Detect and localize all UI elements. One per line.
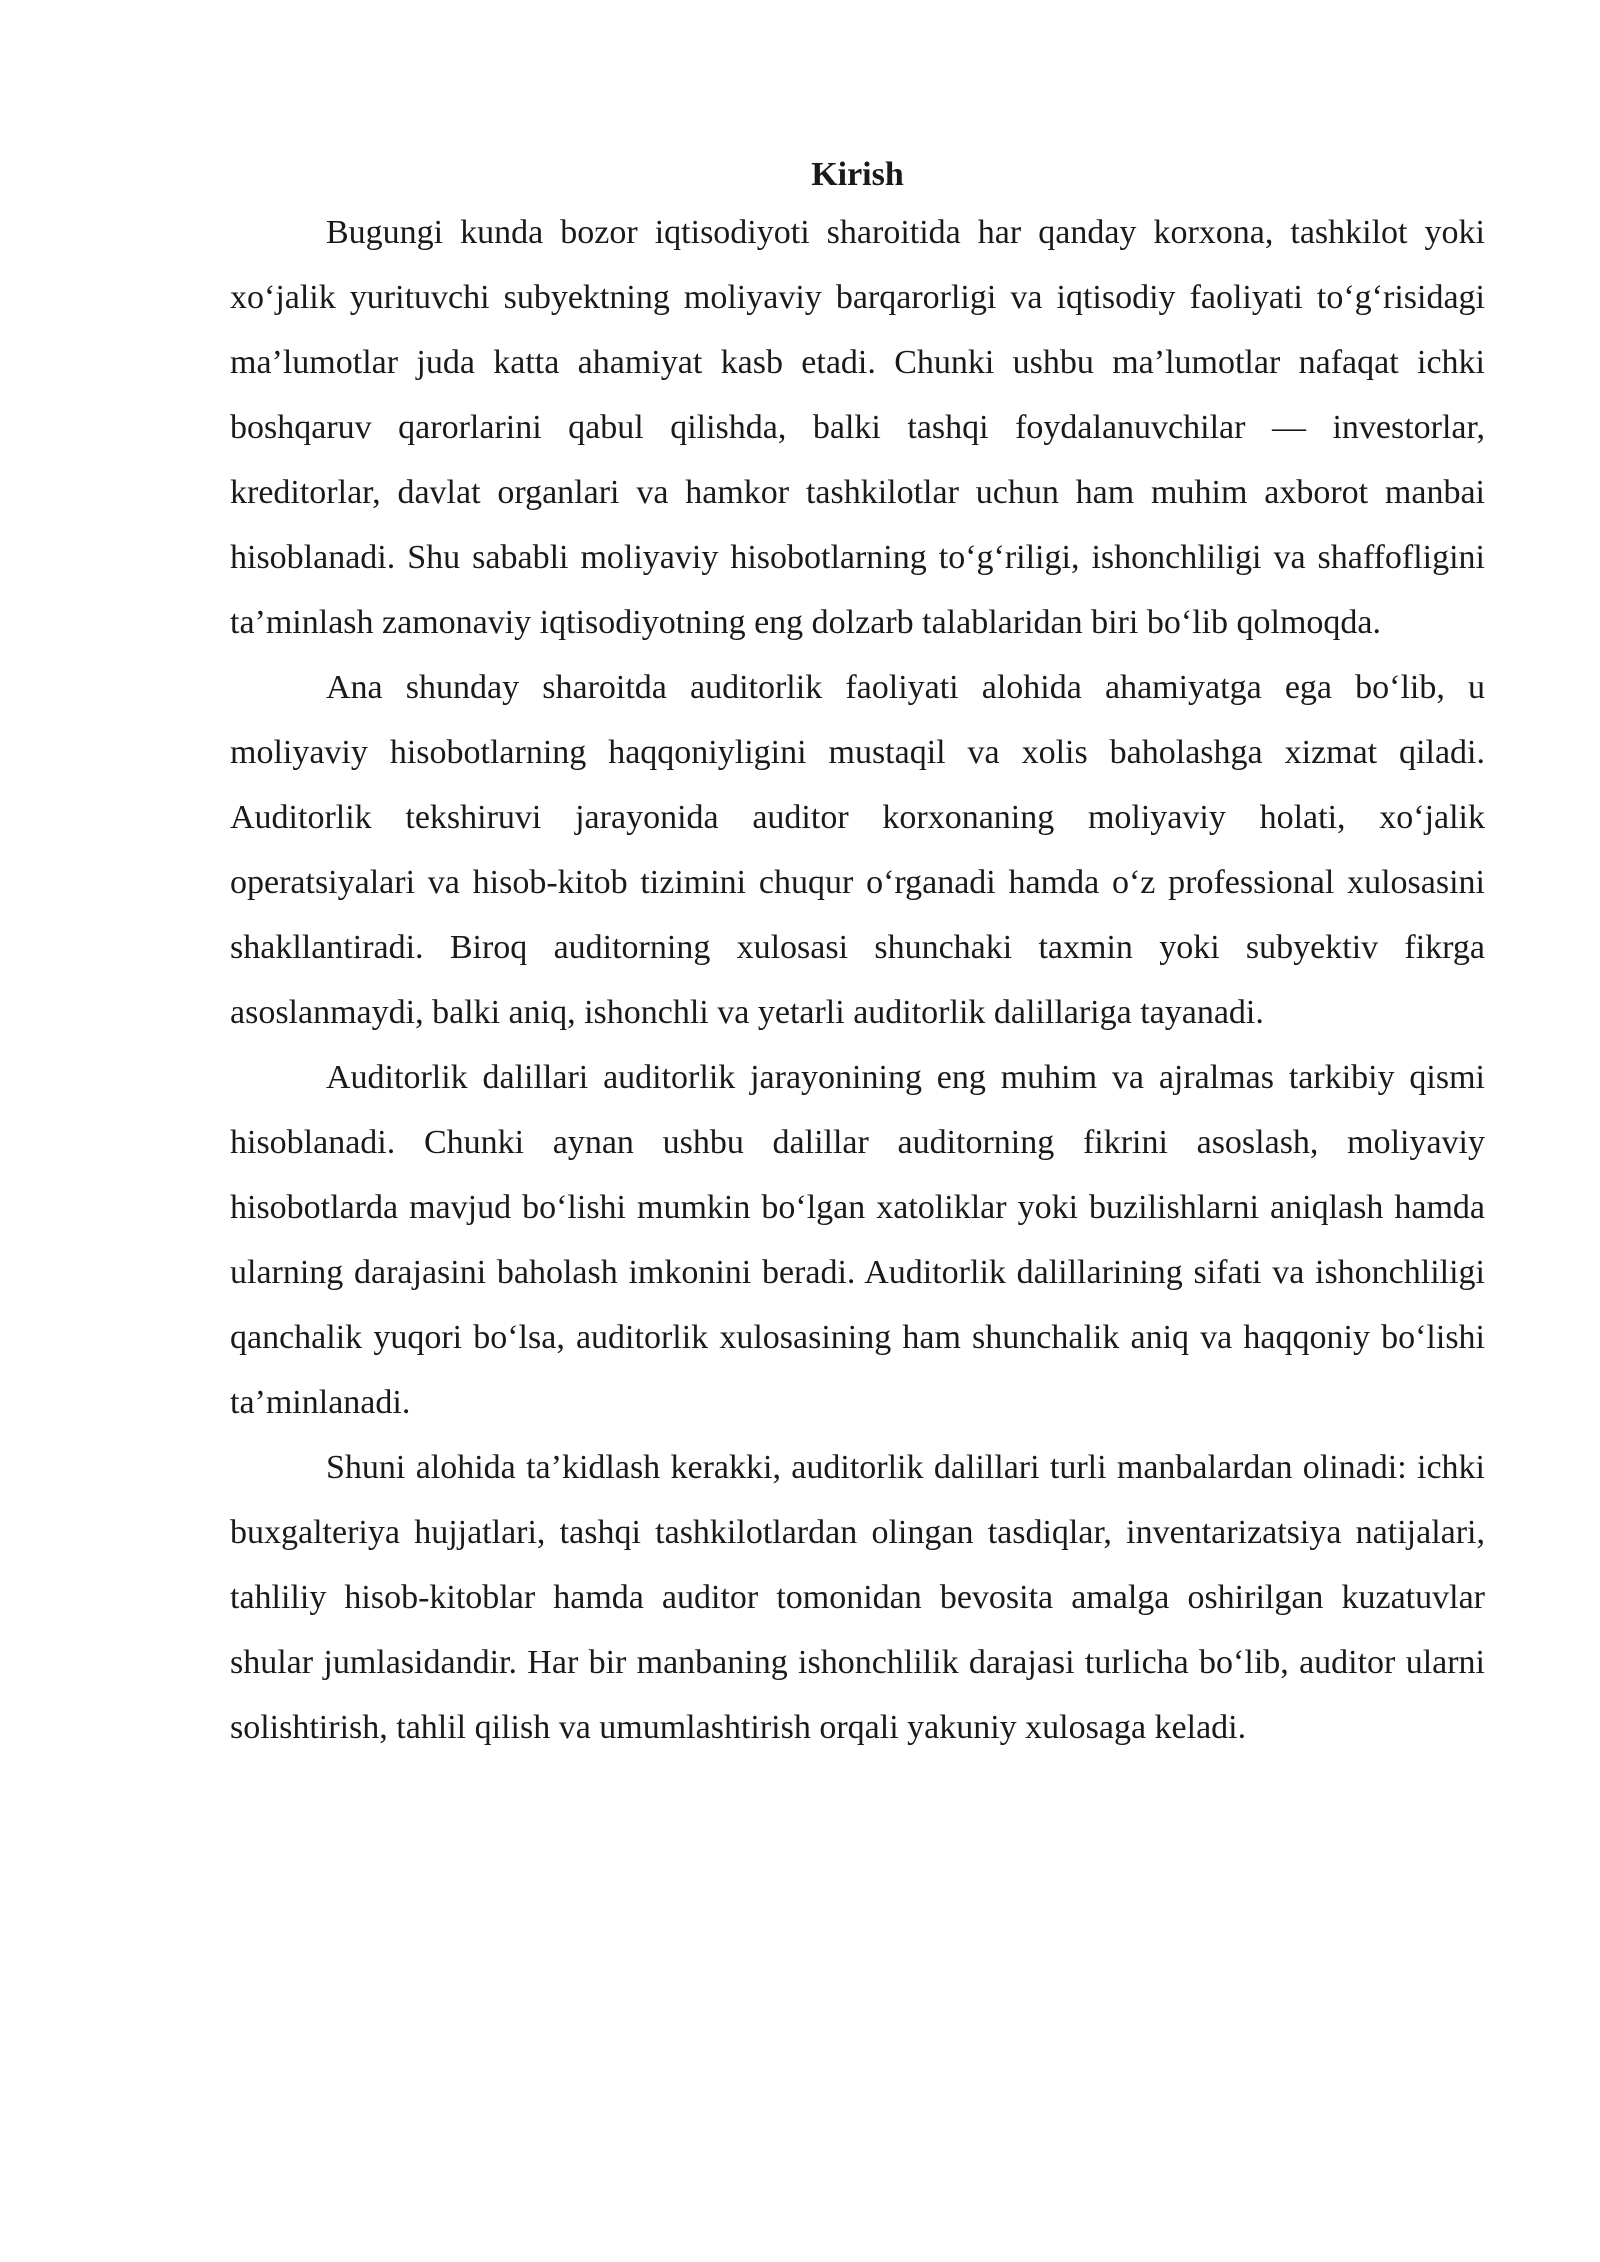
paragraph-4: Shuni alohida ta’kidlash kerakki, auditorlik dalillari turli manbalardan olinadi: ichki buxgalteriya hujjatlari, tashqi tashkilotlardan olingan tasdiqlar, inventarizatsiya natijalari, tahliliy hisob-kitoblar hamda auditor tomonidan bevosita amalga oshirilgan kuzatuvlar shular jumlasidandir. Har bir manbaning ishonchlilik darajasi turlicha bo‘lib, auditor ularni solishtirish, tahlil qilish va umumlashtirish orqali yakuniy xulosaga keladi. bbox=[230, 1449, 1485, 1746]
paragraph-3: Auditorlik dalillari auditorlik jarayonining eng muhim va ajralmas tarkibiy qismi hisoblanadi. Chunki aynan ushbu dalillar auditorning fikrini asoslash, moliyaviy hisobotlarda mavjud bo‘lishi mumkin bo‘lgan xatoliklar yoki buzilishlarni aniqlash hamda ularning darajasini baholash imkonini beradi. Auditorlik dalillarining sifati va ishonchliligi qanchalik yuqori bo‘lsa, auditorlik xulosasining ham shunchalik aniq va haqqoniy bo‘lishi ta’minlanadi. bbox=[230, 1059, 1485, 1421]
paragraph-1: Bugungi kunda bozor iqtisodiyoti sharoitida har qanday korxona, tashkilot yoki xo‘jalik yurituvchi subyektning moliyaviy barqarorligi va iqtisodiy faoliyati to‘g‘risidagi ma’lumotlar juda katta ahamiyat kasb etadi. Chunki ushbu ma’lumotlar nafaqat ichki boshqaruv qarorlarini qabul qilishda, balki tashqi foydalanuvchilar — investorlar, kreditorlar, davlat organlari va hamkor tashkilotlar uchun ham muhim axborot manbai hisoblanadi. Shu sababli moliyaviy hisobotlarning to‘g‘riligi, ishonchliligi va shaffofligini ta’minlash zamonaviy iqtisodiyotning eng dolzarb talablaridan biri bo‘lib qolmoqda. bbox=[230, 214, 1485, 641]
section-title: Kirish bbox=[811, 156, 904, 193]
document-body bbox=[230, 150, 1485, 1760]
paragraph-2: Ana shunday sharoitda auditorlik faoliyati alohida ahamiyatga ega bo‘lib, u moliyaviy hisobotlarning haqqoniyligini mustaqil va xolis baholashga xizmat qiladi. Auditorlik tekshiruvi jarayonida auditor korxonaning moliyaviy holati, xo‘jalik operatsiyalari va hisob-kitob tizimini chuqur o‘rganadi hamda o‘z professional xulosasini shakllantiradi. Biroq auditorning xulosasi shunchaki taxmin yoki subyektiv fikrga asoslanmaydi, balki aniq, ishonchli va yetarli auditorlik dalillariga tayanadi. bbox=[230, 669, 1485, 1031]
